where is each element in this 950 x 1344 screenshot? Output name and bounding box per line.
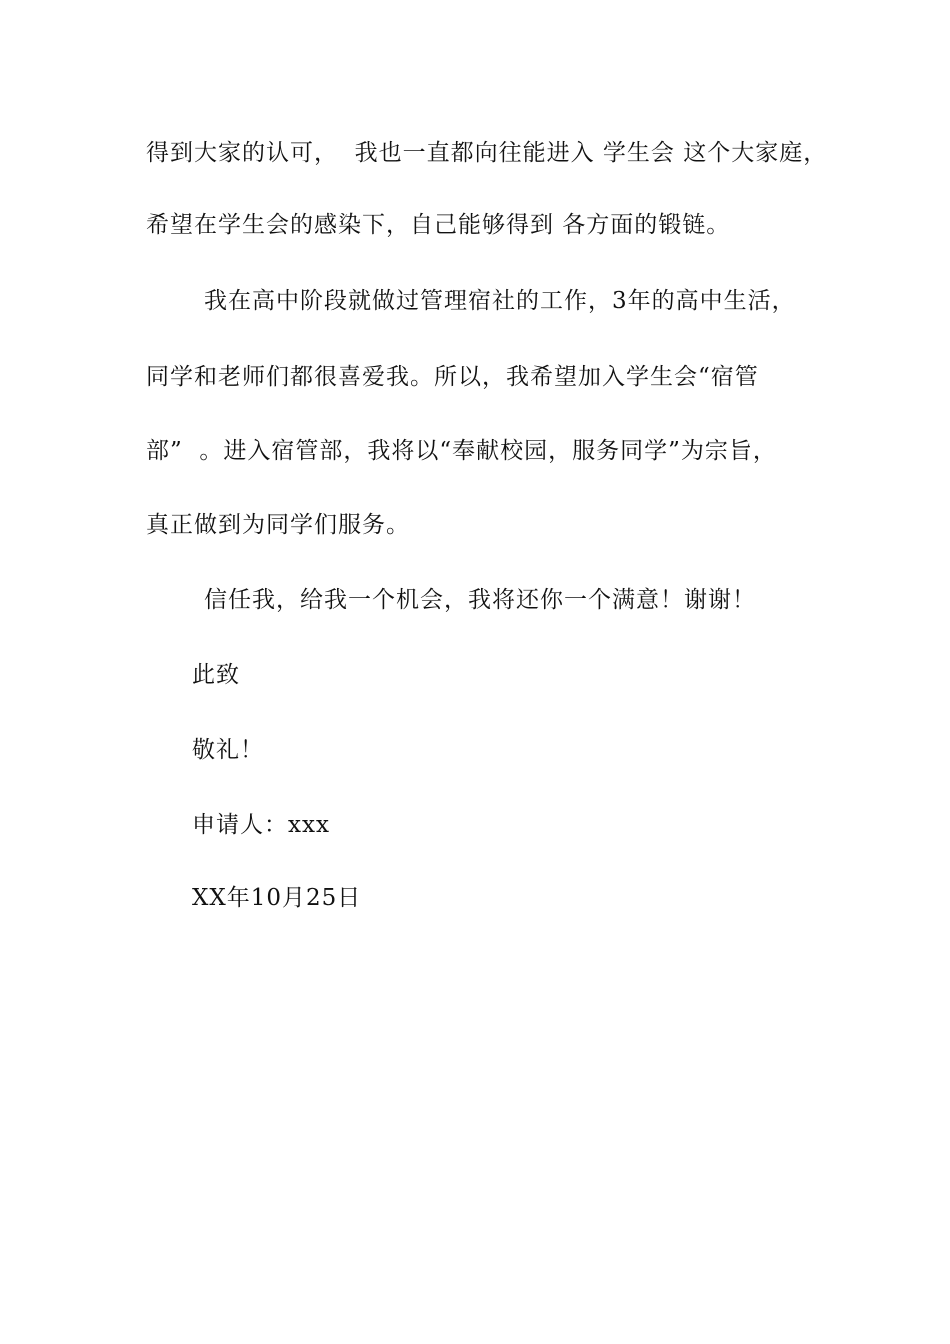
closing-salutation-1: 此致 <box>192 662 240 688</box>
closing-salutation-2: 敬礼！ <box>192 737 264 763</box>
letter-date: XX年10月25日 <box>192 885 362 911</box>
paragraph-line-5: 部” 。进入宿管部，我将以“奉献校园，服务同学”为宗旨， <box>146 438 777 464</box>
paragraph-line-7: 信任我，给我一个机会，我将还你一个满意！谢谢！ <box>204 587 756 613</box>
paragraph-line-2: 希望在学生会的感染下，自己能够得到 各方面的锻链。 <box>146 212 731 238</box>
paragraph-line-1: 得到大家的认可， 我也一直都向往能进入 学生会 这个大家庭， <box>146 140 828 166</box>
paragraph-line-3: 我在高中阶段就做过管理宿社的工作，3年的高中生活， <box>204 288 796 314</box>
applicant-signature: 申请人：xxx <box>192 812 330 838</box>
paragraph-line-6: 真正做到为同学们服务。 <box>146 512 410 538</box>
paragraph-line-4: 同学和老师们都很喜爱我。所以，我希望加入学生会“宿管 <box>146 364 759 390</box>
